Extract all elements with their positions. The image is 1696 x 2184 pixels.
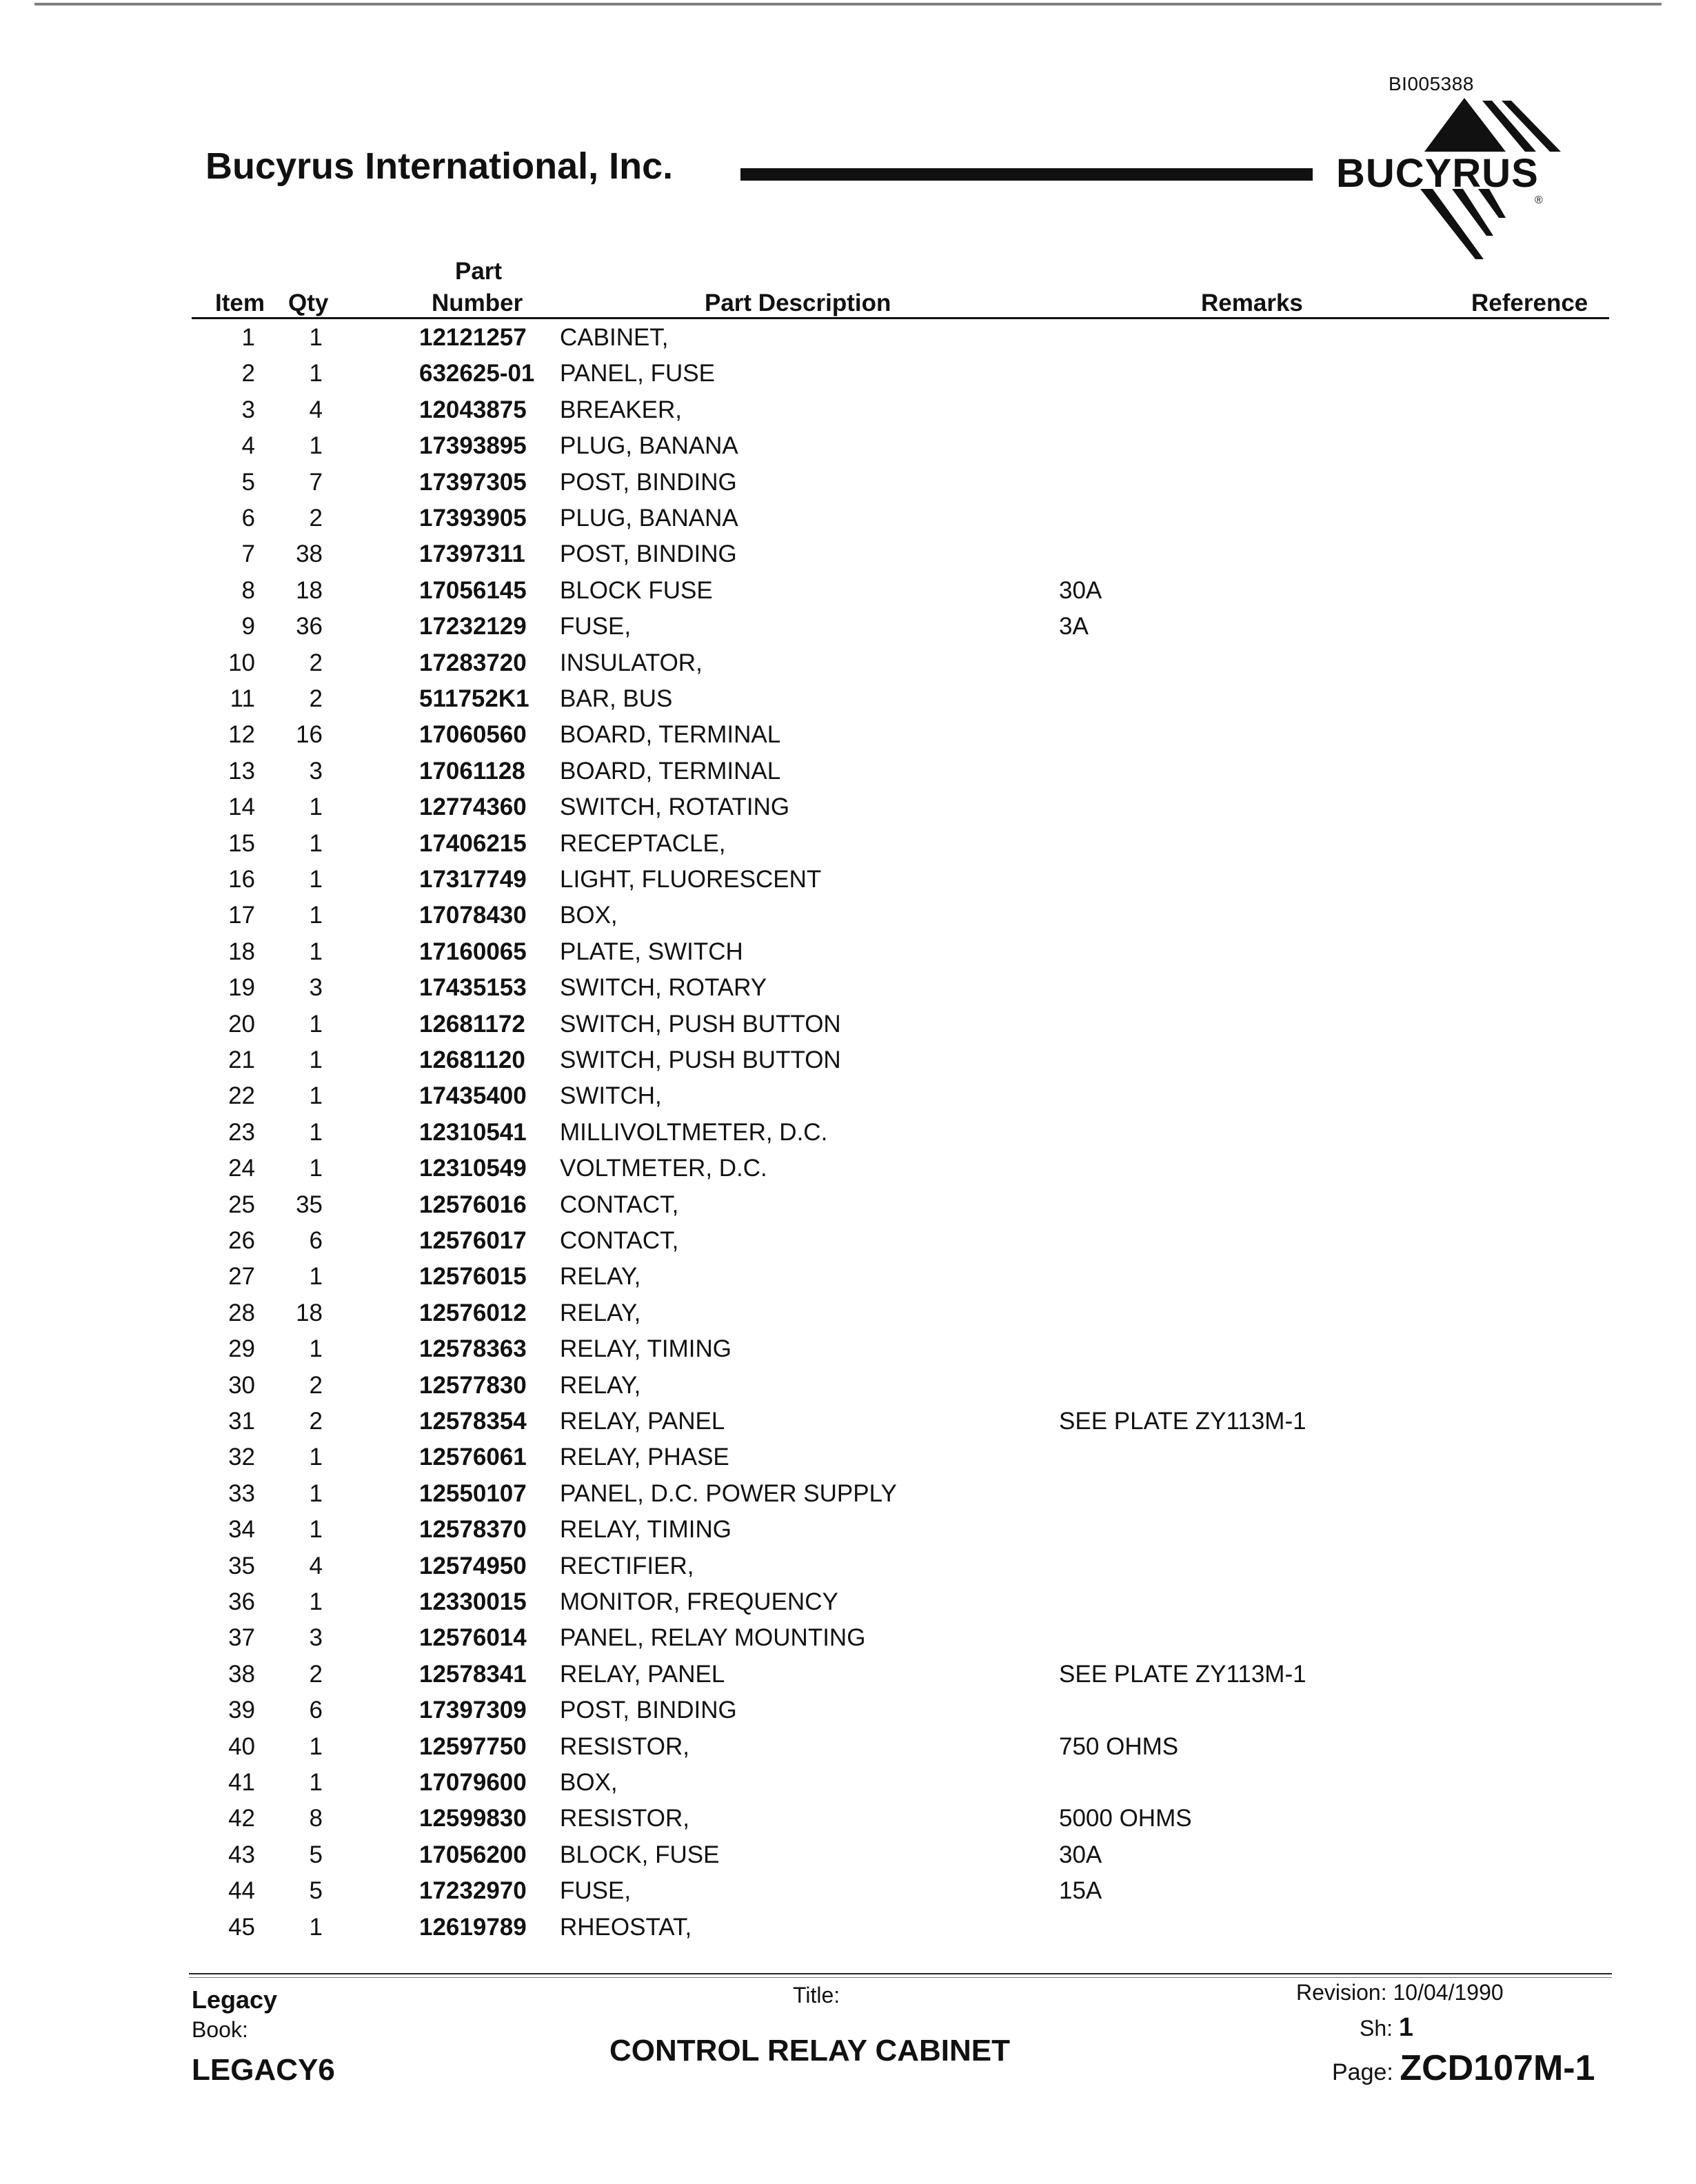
cell-part-number: 12578370 [419,1516,527,1544]
cell-part-number: 12043875 [419,396,527,423]
cell-part-number: 17060560 [419,721,527,749]
table-row [0,1187,1696,1223]
table-row [0,862,1696,898]
table-row [0,320,1696,356]
cell-description: BOARD, TERMINAL [560,721,781,749]
cell-qty: 4 [309,1552,323,1579]
cell-item: 22 [228,1082,255,1110]
cell-item: 27 [228,1263,255,1291]
cell-part-number: 632625-01 [419,360,535,387]
cell-part-number: 17393895 [419,432,527,460]
cell-description: RELAY, [560,1371,641,1399]
cell-item: 18 [228,938,255,965]
footer-legacy-label: Legacy [192,1985,278,2014]
cell-qty: 8 [309,1805,323,1832]
cell-description: RELAY, TIMING [560,1516,731,1544]
cell-qty: 1 [309,938,323,965]
table-row [0,1368,1696,1404]
col-header-reference: Reference [1471,290,1588,316]
table-row [0,1729,1696,1765]
cell-part-number: 511752K1 [419,685,529,712]
cell-part-number: 12121257 [419,324,527,351]
table-row [0,1620,1696,1656]
table-row [0,1801,1696,1837]
cell-remarks: SEE PLATE ZY113M-1 [1059,1660,1306,1688]
document-code: BI005388 [1389,73,1474,94]
cell-item: 24 [228,1155,255,1182]
cell-qty: 38 [296,540,323,568]
cell-description: BOX, [560,902,618,929]
cell-description: LIGHT, FLUORESCENT [560,866,822,893]
cell-item: 10 [228,649,255,676]
table-row [0,1873,1696,1909]
cell-part-number: 17435400 [419,1082,527,1110]
footer-rule [189,1973,1612,1974]
cell-qty: 7 [309,468,323,496]
footer-revision [1296,1980,1504,2005]
cell-item: 23 [228,1118,255,1146]
cell-remarks: 5000 OHMS [1059,1805,1192,1832]
cell-qty: 3 [309,757,323,785]
footer-book-value: LEGACY6 [192,2053,335,2087]
table-row [0,1512,1696,1548]
table-row [0,1439,1696,1475]
table-row [0,428,1696,464]
cell-qty: 35 [296,1191,323,1218]
cell-description: CONTACT, [560,1191,679,1218]
cell-qty: 2 [309,505,323,532]
cell-item: 39 [228,1697,255,1724]
cell-description: SWITCH, ROTATING [560,793,790,821]
cell-description: PLATE, SWITCH [560,938,743,965]
cell-part-number: 17397309 [419,1697,527,1724]
cell-qty: 2 [309,1408,323,1435]
cell-description: RELAY, PHASE [560,1444,729,1471]
cell-description: BLOCK, FUSE [560,1841,720,1868]
table-row [0,1259,1696,1295]
footer-page-value: ZCD107M-1 [1400,2048,1595,2088]
cell-item: 8 [241,576,255,604]
cell-qty: 5 [309,1877,323,1905]
cell-part-number: 12578354 [419,1408,527,1435]
cell-part-number: 12578363 [419,1335,527,1363]
cell-part-number: 12310541 [419,1118,527,1146]
cell-description: POST, BINDING [560,468,737,496]
table-row [0,826,1696,862]
cell-description: RESISTOR, [560,1805,690,1832]
table-row [0,1115,1696,1151]
cell-item: 43 [228,1841,255,1868]
cell-item: 5 [241,468,255,496]
col-header-description: Part Description [705,290,891,316]
cell-item: 13 [228,757,255,785]
cell-item: 31 [228,1408,255,1435]
table-row [0,1295,1696,1331]
cell-qty: 1 [309,1046,323,1073]
cell-part-number: 12576017 [419,1227,527,1254]
cell-part-number: 17056200 [419,1841,527,1868]
cell-qty: 1 [309,902,323,929]
cell-description: FUSE, [560,1877,632,1905]
footer-page-label: Page: [1332,2059,1393,2085]
cell-item: 30 [228,1371,255,1399]
cell-qty: 1 [309,1913,323,1941]
table-row [0,1331,1696,1367]
footer-sheet-label: Sh: [1360,2016,1393,2041]
cell-item: 26 [228,1227,255,1254]
cell-part-number: 12576014 [419,1624,527,1652]
cell-qty: 1 [309,1082,323,1110]
scan-edge-line [34,3,1662,6]
cell-item: 28 [228,1299,255,1326]
col-header-qty: Qty [288,290,329,316]
cell-qty: 18 [296,576,323,604]
cell-qty: 5 [309,1841,323,1868]
cell-qty: 1 [309,829,323,857]
cell-item: 15 [228,829,255,857]
table-row [0,898,1696,933]
cell-qty: 2 [309,685,323,712]
cell-qty: 1 [309,1335,323,1363]
table-row [0,1078,1696,1114]
cell-qty: 16 [296,721,323,749]
cell-description: BOARD, TERMINAL [560,757,781,785]
table-row [0,1910,1696,1945]
bucyrus-logo-text: BUCYRUS [1336,151,1539,196]
cell-item: 25 [228,1191,255,1218]
cell-description: SWITCH, ROTARY [560,974,767,1002]
cell-qty: 3 [309,974,323,1002]
cell-qty: 1 [309,793,323,821]
table-row [0,609,1696,645]
cell-part-number: 17317749 [419,866,527,893]
cell-item: 4 [241,432,255,460]
cell-description: PLUG, BANANA [560,505,738,532]
footer-revision-label: Revision: [1296,1980,1387,2005]
cell-part-number: 12576015 [419,1263,527,1291]
cell-remarks: SEE PLATE ZY113M-1 [1059,1408,1306,1435]
table-row [0,356,1696,392]
cell-part-number: 17406215 [419,829,527,857]
footer-page [1332,2048,1595,2089]
table-row [0,501,1696,536]
table-row [0,1657,1696,1692]
cell-description: RELAY, [560,1263,641,1291]
cell-description: PLUG, BANANA [560,432,738,460]
cell-qty: 1 [309,1769,323,1796]
cell-item: 2 [241,360,255,387]
company-rule [740,168,1313,181]
cell-item: 20 [228,1010,255,1038]
footer-sheet-value: 1 [1398,2013,1414,2042]
table-row [0,1151,1696,1186]
cell-qty: 1 [309,1263,323,1291]
col-header-part-number-top: Part [455,258,503,285]
registered-mark: ® [1535,194,1543,206]
cell-description: RECTIFIER, [560,1552,694,1579]
cell-item: 9 [241,613,255,640]
cell-remarks: 30A [1059,576,1102,604]
cell-description: RELAY, TIMING [560,1335,731,1363]
table-row [0,717,1696,753]
cell-item: 29 [228,1335,255,1363]
bucyrus-logo-lower-icon [1420,188,1537,261]
cell-part-number: 12681120 [419,1046,525,1073]
col-header-item: Item [215,290,265,316]
cell-description: BOX, [560,1769,618,1796]
cell-description: BAR, BUS [560,685,673,712]
cell-description: RELAY, PANEL [560,1660,725,1688]
cell-part-number: 17283720 [419,649,527,676]
cell-remarks: 30A [1059,1841,1102,1868]
cell-qty: 36 [296,613,323,640]
cell-item: 34 [228,1516,255,1544]
cell-item: 36 [228,1588,255,1615]
cell-item: 11 [230,685,255,712]
table-row [0,573,1696,609]
cell-description: BREAKER, [560,396,682,423]
footer-sheet [1360,2013,1413,2043]
cell-qty: 1 [309,1732,323,1760]
table-row [0,934,1696,970]
cell-qty: 4 [309,396,323,423]
cell-qty: 6 [309,1227,323,1254]
cell-description: CABINET, [560,324,669,351]
cell-item: 35 [228,1552,255,1579]
footer-title-label: Title: [793,1983,840,2008]
footer-rule-secondary [189,1977,1612,1978]
footer-revision-value: 10/04/1990 [1393,1980,1504,2005]
cell-item: 45 [228,1913,255,1941]
table-row [0,1042,1696,1078]
cell-description: PANEL, D.C. POWER SUPPLY [560,1479,897,1507]
cell-description: POST, BINDING [560,1697,737,1724]
header-rule [192,317,1609,319]
company-name: Bucyrus International, Inc. [205,145,674,187]
cell-qty: 3 [309,1624,323,1652]
col-header-part-number-bottom: Number [432,290,523,316]
cell-description: PANEL, RELAY MOUNTING [560,1624,866,1652]
cell-qty: 1 [309,1516,323,1544]
cell-qty: 1 [309,866,323,893]
cell-description: RESISTOR, [560,1732,690,1760]
cell-remarks: 750 OHMS [1059,1732,1179,1760]
cell-remarks: 3A [1059,613,1089,640]
cell-item: 42 [228,1805,255,1832]
cell-qty: 1 [309,324,323,351]
cell-qty: 1 [309,1155,323,1182]
cell-description: INSULATOR, [560,649,703,676]
table-row [0,1765,1696,1801]
cell-description: RECEPTACLE, [560,829,726,857]
cell-qty: 1 [309,1479,323,1507]
cell-item: 19 [228,974,255,1002]
cell-part-number: 12774360 [419,793,527,821]
table-row [0,645,1696,681]
cell-item: 14 [228,793,255,821]
cell-part-number: 12599830 [419,1805,527,1832]
cell-part-number: 12619789 [419,1913,527,1941]
cell-item: 32 [228,1444,255,1471]
cell-description: MILLIVOLTMETER, D.C. [560,1118,828,1146]
cell-description: RELAY, [560,1299,641,1326]
cell-description: BLOCK FUSE [560,576,713,604]
cell-description: POST, BINDING [560,540,737,568]
cell-part-number: 12681172 [419,1010,525,1038]
cell-item: 7 [241,540,255,568]
cell-description: RHEOSTAT, [560,1913,692,1941]
cell-description: PANEL, FUSE [560,360,715,387]
cell-qty: 1 [309,1010,323,1038]
cell-qty: 2 [309,649,323,676]
cell-part-number: 17232970 [419,1877,527,1905]
table-row [0,1548,1696,1584]
cell-item: 1 [241,324,255,351]
table-row [0,1223,1696,1259]
cell-part-number: 17056145 [419,576,527,604]
col-header-remarks: Remarks [1201,290,1303,316]
cell-qty: 2 [309,1660,323,1688]
cell-description: CONTACT, [560,1227,679,1254]
footer-title-value: CONTROL RELAY CABINET [609,2034,1011,2067]
cell-item: 6 [241,505,255,532]
cell-part-number: 12574950 [419,1552,527,1579]
table-row [0,681,1696,717]
cell-description: SWITCH, PUSH BUTTON [560,1010,841,1038]
cell-qty: 2 [309,1371,323,1399]
table-row [0,392,1696,428]
cell-part-number: 12330015 [419,1588,527,1615]
cell-qty: 1 [309,1588,323,1615]
cell-description: FUSE, [560,613,632,640]
cell-item: 41 [228,1769,255,1796]
cell-part-number: 17393905 [419,505,527,532]
table-row [0,754,1696,789]
cell-part-number: 12310549 [419,1155,527,1182]
cell-part-number: 17397311 [419,540,525,568]
footer-book-label: Book: [192,2017,248,2042]
cell-part-number: 17061128 [419,757,525,785]
cell-description: VOLTMETER, D.C. [560,1155,767,1182]
cell-part-number: 12597750 [419,1732,527,1760]
table-row [0,1007,1696,1042]
cell-part-number: 12550107 [419,1479,527,1507]
cell-part-number: 12576012 [419,1299,527,1326]
cell-qty: 1 [309,432,323,460]
cell-part-number: 12577830 [419,1371,527,1399]
table-row [0,536,1696,572]
cell-item: 44 [228,1877,255,1905]
cell-qty: 18 [296,1299,323,1326]
cell-item: 38 [228,1660,255,1688]
cell-item: 37 [228,1624,255,1652]
cell-description: SWITCH, [560,1082,662,1110]
cell-item: 17 [228,902,255,929]
table-row [0,1837,1696,1873]
table-row [0,1584,1696,1620]
cell-item: 21 [228,1046,255,1073]
cell-part-number: 17435153 [419,974,527,1002]
cell-item: 12 [228,721,255,749]
cell-qty: 1 [309,360,323,387]
cell-description: RELAY, PANEL [560,1408,725,1435]
table-row [0,970,1696,1006]
bucyrus-logo-upper-icon [1415,97,1573,153]
cell-part-number: 17078430 [419,902,527,929]
cell-remarks: 15A [1059,1877,1102,1905]
cell-qty: 1 [309,1444,323,1471]
cell-item: 33 [228,1479,255,1507]
cell-part-number: 17397305 [419,468,527,496]
cell-item: 3 [241,396,255,423]
cell-qty: 1 [309,1118,323,1146]
cell-part-number: 17232129 [419,613,527,640]
cell-part-number: 12578341 [419,1660,527,1688]
cell-description: SWITCH, PUSH BUTTON [560,1046,841,1073]
cell-part-number: 17079600 [419,1769,527,1796]
cell-item: 16 [228,866,255,893]
table-row [0,1404,1696,1439]
table-row [0,465,1696,501]
cell-item: 40 [228,1732,255,1760]
cell-qty: 6 [309,1697,323,1724]
cell-description: MONITOR, FREQUENCY [560,1588,838,1615]
cell-part-number: 12576061 [419,1444,527,1471]
cell-part-number: 12576016 [419,1191,527,1218]
table-row [0,1692,1696,1728]
table-row [0,789,1696,825]
cell-part-number: 17160065 [419,938,527,965]
table-row [0,1476,1696,1512]
